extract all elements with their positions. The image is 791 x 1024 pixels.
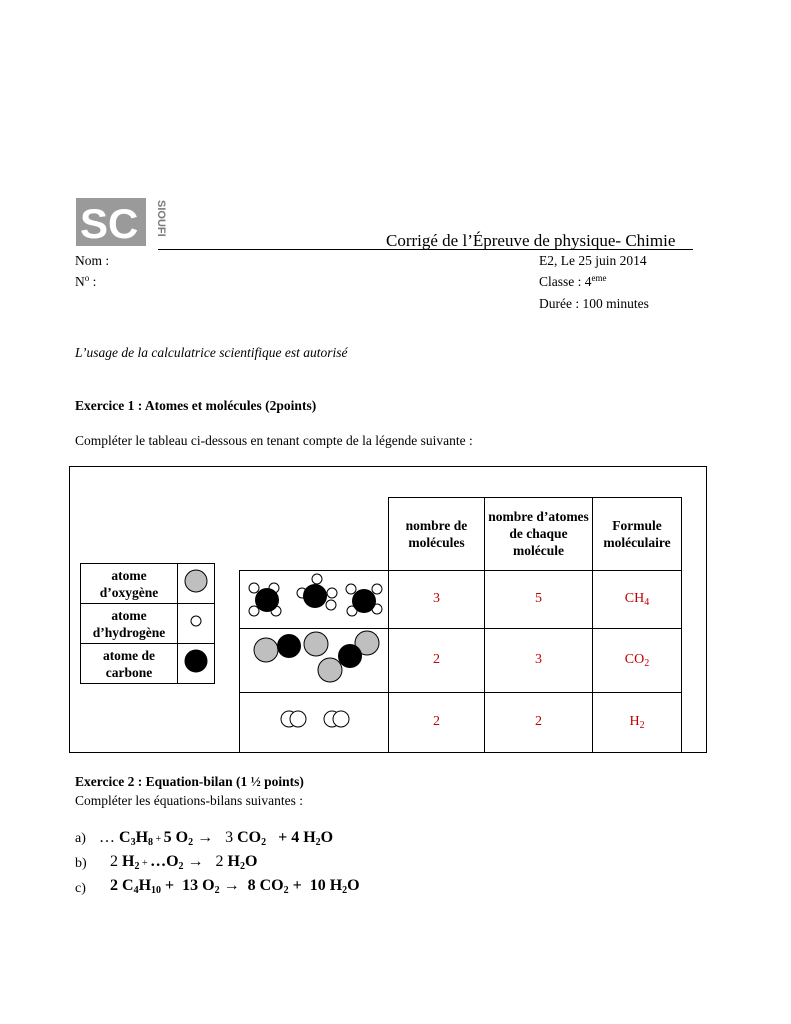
legend-label-oxygen: atome d’oxygène [81,564,178,604]
equation-b: 2 $H_2$ + $\dots O_2 \to 2$ $H_2O$ [110,853,258,872]
legend-table [80,563,215,684]
h2-molecules [240,692,389,752]
logo-letters: SC [80,200,139,247]
methane-n-molecules: 3 [389,570,485,628]
exercice2-instruction: Compléter les équations-bilans suivantes : [75,793,303,808]
co2-n-molecules: 2 [389,628,485,692]
legend-label-carbon: atome de carbone [81,644,178,684]
header-nombre-atomes: nombre d’atomes de chaque molécule [485,498,593,571]
hydrogen-atom-icon [178,604,214,639]
classe-label: Classe : 4eme [539,273,607,289]
exercice1-instruction: Compléter le tableau ci-dessous en tenant compte de la légende suivante : [75,433,473,448]
co2-molecules-drawing [240,629,388,687]
duree-label: Durée : 100 minutes [539,296,649,311]
h2-formula: $H_2$ [593,692,682,752]
exercice2-title: Exercice 2 : Equation-bilan (1 ½ points) [75,774,304,789]
h2-n-molecules: 2 [389,692,485,752]
carbon-atom-icon [178,644,214,679]
methane-n-atoms: 5 [485,570,593,628]
exam-date: E2, Le 25 juin 2014 [539,253,647,268]
logo-text: SIOUFI [155,200,167,237]
equation-a-label: a) [75,831,86,846]
methane-formula: $CH_4$ [593,570,682,628]
num-label: $N^o$ : [75,273,97,289]
page-title: Corrigé de l’Épreuve de physique- Chimie [386,231,676,250]
h2-n-atoms: 2 [485,692,593,752]
header-formule: Formule moléculaire [593,498,682,571]
methane-molecules [240,570,389,628]
oxygen-atom-icon [178,564,214,599]
equation-b-label: b) [75,856,87,871]
exercice1-title: Exercice 1 : Atomes et molécules (2points) [75,398,317,413]
header-nombre-molecules: nombre de molécules [389,498,485,571]
molecules-table [239,497,682,753]
school-logo [76,198,167,247]
equation-c: 2 $C_4H_{10} + 13$ $O_2 \to 8$ $CO_2 + 10$ $H_2O$ [110,877,360,896]
calculator-note: L’usage de la calculatrice scientifique est autorisé [75,345,348,360]
nom-label: Nom : [75,253,110,268]
h2-molecules-drawing [240,693,388,747]
co2-molecules [240,628,389,692]
equation-c-label: c) [75,881,86,896]
co2-n-atoms: 3 [485,628,593,692]
methane-molecules-drawing [240,571,388,623]
legend-label-hydrogen: atome d’hydrogène [81,604,178,644]
equation-a: … $C_3H_8 + 5$ $O_2 \to 3$ $CO_2$ + 4 $H_2O$ [99,829,334,848]
co2-formula: $CO_2$ [593,628,682,692]
